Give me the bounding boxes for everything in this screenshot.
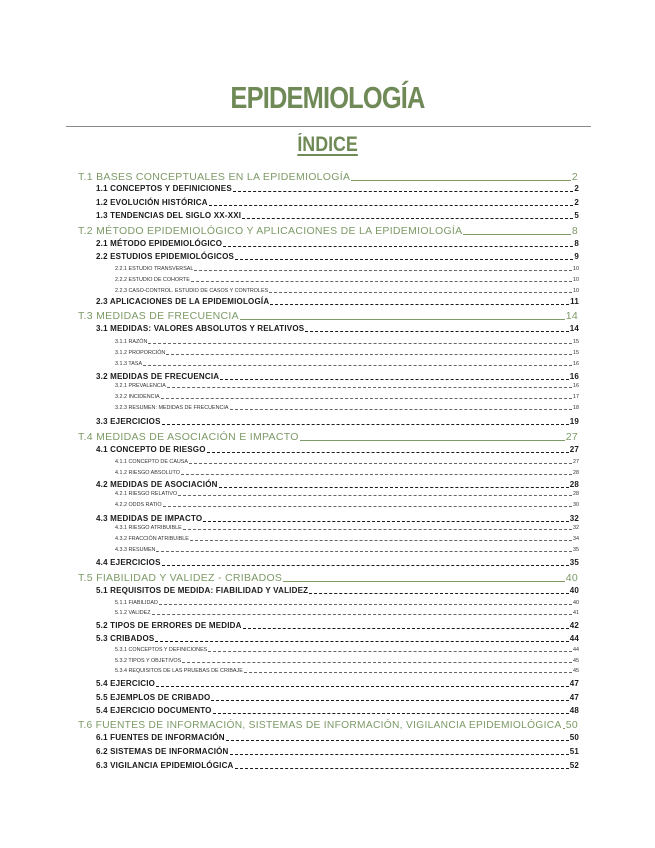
toc-page-number: 32 [573,525,579,531]
toc-page-number: 44 [573,647,579,653]
toc-leader-line [209,205,574,206]
toc-leader-line [208,651,572,652]
toc-page-number: 10 [573,277,579,283]
toc-leader-line [240,319,565,320]
index-heading-text: ÍNDICE [297,133,358,156]
toc-page-number: 11 [570,297,579,306]
toc-entry-title: 5.1.2 VALIDEZ [115,610,151,616]
toc-entry-title: 5.2 TIPOS DE ERRORES DE MEDIDA [96,621,242,630]
toc-page-number: 44 [569,634,579,643]
toc-entry-title: T.5 FIABILIDAD Y VALIDEZ - CRIBADOS [78,572,283,584]
toc-entry-title: 4.2.2 ODDS RATIO [115,502,162,508]
toc-entry-level-3[interactable] [115,490,579,497]
toc-leader-line [207,452,569,453]
toc-page-number: 16 [573,383,579,389]
toc-entry-title: 6.1 FUENTES DE INFORMACIÓN [96,733,225,742]
toc-entry-level-2[interactable] [96,760,579,770]
toc-entry-title: 4.3.1 RIESGO ATRIBUIBLE [115,525,182,531]
toc-leader-line [213,713,569,714]
toc-entry-level-2[interactable] [96,197,579,207]
toc-entry-level-2[interactable] [96,692,579,702]
toc-entry-title: 4.2 MEDIDAS DE ASOCIACIÓN [96,480,218,489]
toc-entry-level-2[interactable] [96,251,579,261]
toc-entry-title: 2.2 ESTUDIOS EPIDEMIOLÓGICOS [96,252,235,261]
toc-leader-line [244,672,572,673]
toc-entry-level-2[interactable] [96,732,579,742]
toc-entry-title: 5.4 EJERCICIO [96,679,156,688]
toc-page-number: 50 [569,733,579,742]
toc-entry-level-3[interactable] [115,535,579,542]
toc-entry-title: 2.2.3 CASO-CONTROL. ESTUDIO DE CASOS Y CONTROLES [115,288,269,294]
toc-entry-level-2[interactable] [96,323,579,333]
toc-entry-title: 5.3.4 REQUISITOS DE LAS PRUEBAS DE CRIBAJE [115,668,243,674]
toc-page-number: 5 [574,211,579,220]
toc-entry-level-2[interactable] [96,705,579,715]
toc-entry-title: 3.2 MEDIDAS DE FRECUENCIA [96,372,220,381]
toc-leader-line [305,331,568,332]
document-title: EPIDEMIOLOGÍA [230,80,425,115]
toc-entry-level-3[interactable] [115,287,579,294]
toc-leader-line [190,540,572,541]
toc-page-number: 15 [573,350,579,356]
toc-leader-line [563,728,565,729]
toc-entry-title: T.2 MÉTODO EPIDEMIOLÓGICO Y APLICACIONES DE LA EPIDEMIOLOGÍA [78,225,463,237]
toc-entry-title: T.6 FUENTES DE INFORMACIÓN, SISTEMAS DE INFORMACIÓN, VIGILANCIA EPIDEMIOLÓGICA [78,719,562,731]
toc-entry-title: 5.3.2 TIPOS Y OBJETIVOS [115,658,182,664]
toc-entry-level-3[interactable] [115,609,579,616]
toc-leader-line [183,529,572,530]
toc-leader-line [159,604,572,605]
toc-entry-title: 5.3.1 CONCEPTOS Y DEFINICIONES [115,647,208,653]
toc-entry-level-2[interactable] [96,585,579,595]
toc-page-number: 34 [573,536,579,542]
toc-leader-line [269,292,572,293]
toc-leader-line [181,474,572,475]
toc-entry-level-2[interactable] [96,183,579,193]
toc-leader-line [351,180,571,181]
toc-leader-line [223,246,573,247]
toc-leader-line [189,463,572,464]
toc-entry-title: 4.1.2 RIESGO ABSOLUTO [115,470,180,476]
toc-leader-line [156,686,569,687]
toc-entry-title: 1.3 TENDENCIAS DEL SIGLO XX-XXI [96,211,242,220]
toc-entry-level-3[interactable] [115,393,579,400]
toc-entry-title: T.3 MEDIDAS DE FRECUENCIA [78,310,239,322]
toc-page-number: 32 [569,514,579,523]
toc-page-number: 52 [569,761,579,770]
toc-leader-line [220,379,568,380]
toc-entry-level-3[interactable] [115,404,579,411]
toc-entry-title: 4.2.1 RIESGO RELATIVO [115,491,178,497]
toc-entry-level-3[interactable] [115,276,579,283]
index-heading [0,133,655,157]
toc-entry-title: 3.1.2 PROPORCIÓN [115,350,166,356]
toc-page-number: 41 [573,610,579,616]
toc-entry-level-3[interactable] [115,667,579,674]
toc-leader-line [166,354,572,355]
toc-page-number: 2 [571,171,578,183]
toc-entry-title: 5.3 CRIBADOS [96,634,155,643]
toc-entry-level-2[interactable] [96,416,579,426]
toc-entry-level-1[interactable] [78,224,578,237]
toc-page-number: 40 [573,600,579,606]
toc-entry-level-3[interactable] [115,338,579,345]
toc-entry-level-3[interactable] [115,458,579,465]
toc-leader-line [309,593,568,594]
toc-page-number: 27 [573,459,579,465]
toc-leader-line [283,581,564,582]
toc-entry-level-3[interactable] [115,469,579,476]
toc-leader-line [162,424,569,425]
toc-leader-line [226,740,569,741]
toc-leader-line [155,641,568,642]
toc-entry-title: 3.3 EJERCICIOS [96,417,161,426]
toc-page-number: 35 [569,558,579,567]
toc-entry-level-1[interactable] [78,430,578,443]
toc-page-number: 28 [573,491,579,497]
toc-leader-line [233,191,573,192]
toc-page-number: 2 [574,184,579,193]
title-divider [66,126,591,127]
toc-entry-level-2[interactable] [96,479,579,489]
toc-page-number: 8 [571,225,578,237]
toc-leader-line [203,521,568,522]
toc-page-number: 40 [565,572,578,584]
toc-entry-level-3[interactable] [115,657,579,664]
toc-entry-title: 4.4 EJERCICIOS [96,558,161,567]
toc-leader-line [191,281,572,282]
toc-page-number: 14 [569,324,579,333]
toc-leader-line [211,700,568,701]
toc-entry-level-1[interactable] [78,309,578,322]
toc-entry-title: 2.2.1 ESTUDIO TRANSVERSAL [115,266,194,272]
toc-entry-level-2[interactable] [96,444,579,454]
toc-leader-line [230,754,569,755]
toc-page-number: 35 [573,547,579,553]
toc-entry-level-3[interactable] [115,524,579,531]
toc-page-number: 16 [569,372,579,381]
toc-entry-title: 6.2 SISTEMAS DE INFORMACIÓN [96,747,229,756]
toc-page-number: 45 [573,668,579,674]
toc-entry-level-2[interactable] [96,371,579,381]
toc-page-number: 27 [569,445,579,454]
toc-entry-title: 3.1.3 TASA [115,361,143,367]
toc-entry-title: T.4 MEDIDAS DE ASOCIACIÓN E IMPACTO [78,431,299,443]
toc-leader-line [194,270,572,271]
toc-entry-level-3[interactable] [115,360,579,367]
toc-leader-line [167,387,572,388]
toc-leader-line [243,628,569,629]
toc-page-number: 9 [574,252,579,261]
toc-page-number: 47 [569,679,579,688]
toc-page-number: 42 [569,621,579,630]
toc-entry-title: 5.4 EJERCICIO DOCUMENTO [96,706,212,715]
toc-page-number: 17 [573,394,579,400]
toc-page-number: 40 [569,586,579,595]
toc-entry-title: 1.1 CONCEPTOS Y DEFINICIONES [96,184,232,193]
toc-entry-title: 4.1 CONCEPTO DE RIESGO [96,445,206,454]
toc-entry-title: 6.3 VIGILANCIA EPIDEMIOLÓGICA [96,761,234,770]
toc-entry-title: 3.1.1 RAZÓN [115,339,148,345]
toc-entry-title: 3.2.2 INCIDENCIA [115,394,160,400]
toc-entry-level-3[interactable] [115,546,579,553]
toc-leader-line [148,343,572,344]
toc-page-number: 50 [565,719,578,731]
toc-page-number: 28 [573,470,579,476]
toc-entry-level-2[interactable] [96,746,579,756]
toc-leader-line [161,398,572,399]
toc-entry-level-3[interactable] [115,349,579,356]
toc-page-number: 19 [569,417,579,426]
toc-page-number: 14 [565,310,578,322]
toc-entry-title: 4.1.1 CONCEPTO DE CAUSA [115,459,188,465]
toc-page-number: 27 [565,431,578,443]
toc-entry-title: T.1 BASES CONCEPTUALES EN LA EPIDEMIOLOGÍA [78,171,351,183]
toc-leader-line [143,365,572,366]
toc-entry-level-1[interactable] [78,170,578,183]
toc-entry-title: 5.5 EJEMPLOS DE CRIBADO [96,693,211,702]
toc-entry-level-3[interactable] [115,382,579,389]
toc-entry-level-3[interactable] [115,265,579,272]
toc-leader-line [300,440,565,441]
toc-entry-title: 2.2.2 ESTUDIO DE COHORTE [115,277,190,283]
toc-entry-level-3[interactable] [115,599,579,606]
toc-entry-title: 3.2.3 RESUMEN: MEDIDAS DE FRECUENCIA [115,405,229,411]
toc-leader-line [463,234,570,235]
toc-leader-line [178,495,572,496]
toc-leader-line [242,218,573,219]
toc-leader-line [152,614,572,615]
toc-page-number: 10 [573,288,579,294]
toc-page-number: 16 [573,361,579,367]
toc-entry-title: 4.3 MEDIDAS DE IMPACTO [96,514,203,523]
toc-leader-line [162,565,569,566]
toc-page-number: 51 [569,747,579,756]
toc-leader-line [219,487,569,488]
toc-page-number: 47 [569,693,579,702]
toc-leader-line [156,551,572,552]
toc-entry-level-3[interactable] [115,646,579,653]
toc-entry-level-2[interactable] [96,633,579,643]
toc-leader-line [235,259,573,260]
toc-page-number: 45 [573,658,579,664]
toc-page-number: 10 [573,266,579,272]
toc-leader-line [235,768,569,769]
toc-entry-title: 1.2 EVOLUCIÓN HISTÓRICA [96,198,208,207]
toc-leader-line [230,409,572,410]
toc-entry-title: 3.2.1 PREVALENCIA [115,383,166,389]
toc-page-number: 15 [573,339,579,345]
toc-entry-level-2[interactable] [96,678,579,688]
toc-entry-title: 2.1 MÉTODO EPIDEMIOLÓGICO [96,239,223,248]
toc-entry-title: 3.1 MEDIDAS: VALORES ABSOLUTOS Y RELATIVOS [96,324,305,333]
toc-entry-title: 4.3.2 FRACCIÓN ATRIBUIBLE [115,536,189,542]
toc-page-number: 48 [569,706,579,715]
toc-entry-title: 5.1.1 FIABILIDAD [115,600,158,606]
toc-entry-title: 5.1 REQUISITOS DE MEDIDA: FIABILIDAD Y VALIDEZ [96,586,309,595]
toc-page-number: 8 [574,239,579,248]
toc-entry-level-2[interactable] [96,557,579,567]
toc-leader-line [270,304,569,305]
toc-page-number: 2 [574,198,579,207]
toc-entry-title: 4.3.3 RESUMEN [115,547,156,553]
toc-page-number: 18 [573,405,579,411]
toc-entry-level-2[interactable] [96,210,579,220]
toc-entry-level-1[interactable] [78,718,578,731]
toc-leader-line [182,662,572,663]
toc-entry-level-2[interactable] [96,513,579,523]
toc-entry-level-2[interactable] [96,296,579,306]
toc-entry-level-3[interactable] [115,501,579,508]
toc-entry-title: 2.3 APLICACIONES DE LA EPIDEMIOLOGÍA [96,297,270,306]
toc-leader-line [163,506,572,507]
toc-entry-level-1[interactable] [78,571,578,584]
toc-entry-level-2[interactable] [96,620,579,630]
toc-page-number: 30 [573,502,579,508]
toc-entry-level-2[interactable] [96,238,579,248]
toc-page-number: 28 [569,480,579,489]
